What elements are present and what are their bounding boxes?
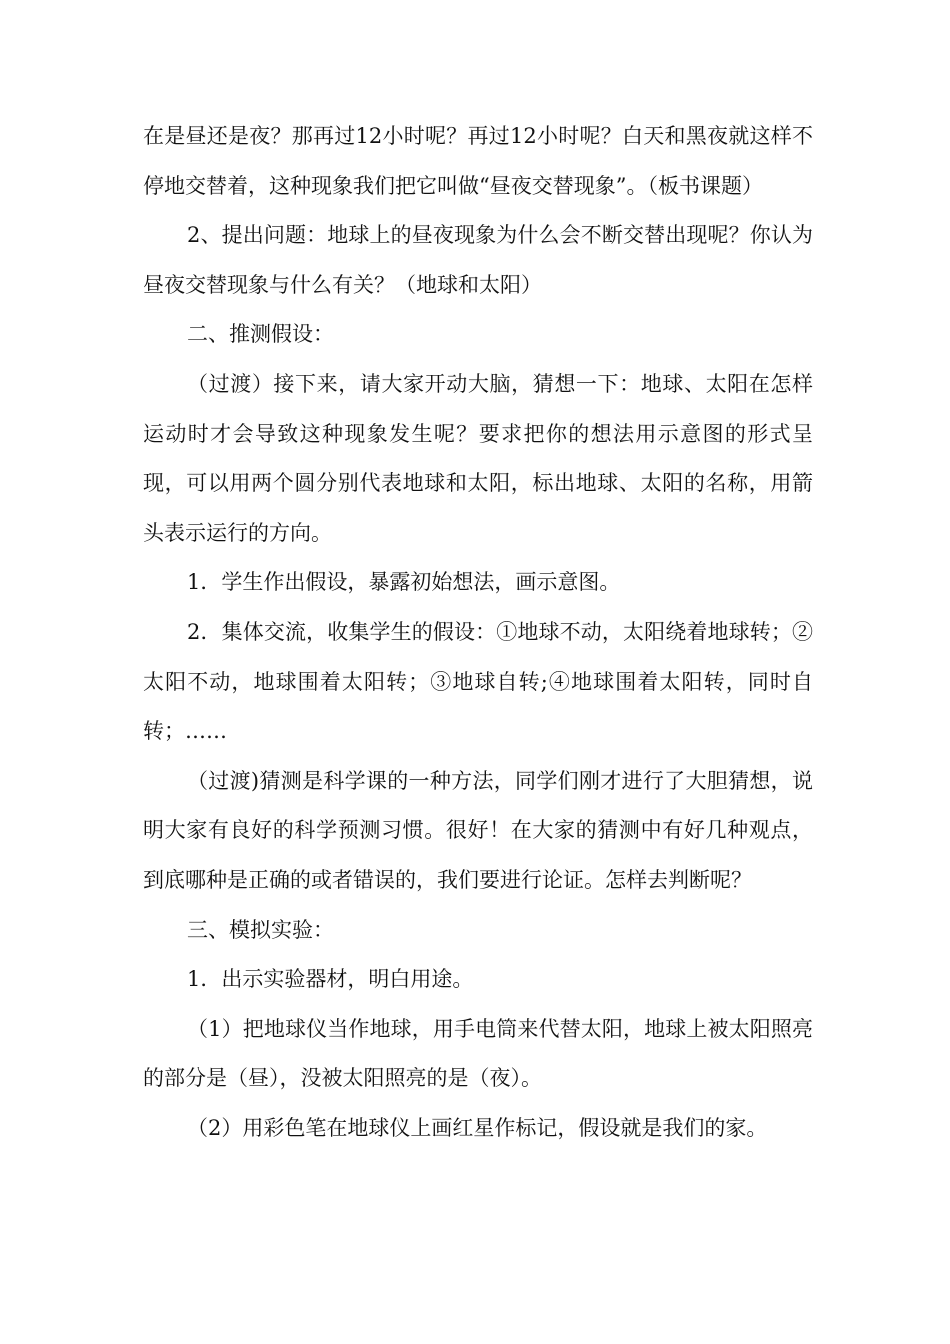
document-body [143, 112, 813, 1153]
paragraph-raise-question: 2、提出问题：地球上的昼夜现象为什么会不断交替出现呢？你认为昼夜交替现象与什么有关？（地球和太阳） [143, 223, 813, 297]
paragraph-step-2-collect: 2．集体交流，收集学生的假设：①地球不动，太阳绕着地球转；②太阳不动，地球围着太阳转；③地球自转;④地球围着太阳转，同时自转；…… [143, 619, 813, 744]
section-heading-hypothesis: 二、推测假设： [187, 322, 334, 347]
paragraph-intro-continuation: 在是昼还是夜？那再过12小时呢？再过12小时呢？白天和黑夜就这样不停地交替着，这种现象我们把它叫做“昼夜交替现象”。（板书课题） [143, 124, 813, 198]
paragraph-step-1-materials: 1．出示实验器材，明白用途。 [187, 967, 474, 992]
paragraph-transition-guess: （过渡）接下来，请大家开动大脑，猜想一下：地球、太阳在怎样运动时才会导致这种现象发生呢？要求把你的想法用示意图的形式呈现，可以用两个圆分别代表地球和太阳，标出地球、太阳的名称，用箭头表示运行的方向。 [143, 371, 813, 545]
paragraph-item-1-globe: （1）把地球仪当作地球，用手电筒来代替太阳，地球上被太阳照亮的部分是（昼），没被太阳照亮的是（夜）。 [143, 1016, 813, 1091]
paragraph-transition-verify: （过渡)猜测是科学课的一种方法，同学们刚才进行了大胆猜想，说明大家有良好的科学预测习惯。很好！在大家的猜测中有好几种观点，到底哪种是正确的或者错误的，我们要进行论证。怎样去判断呢？ [143, 768, 813, 892]
paragraph-item-2-mark: （2）用彩色笔在地球仪上画红星作标记，假设就是我们的家。 [187, 1115, 768, 1140]
paragraph-step-1-hypothesis: 1．学生作出假设，暴露初始想法，画示意图。 [187, 570, 621, 595]
section-heading-experiment: 三、模拟实验： [187, 917, 334, 942]
